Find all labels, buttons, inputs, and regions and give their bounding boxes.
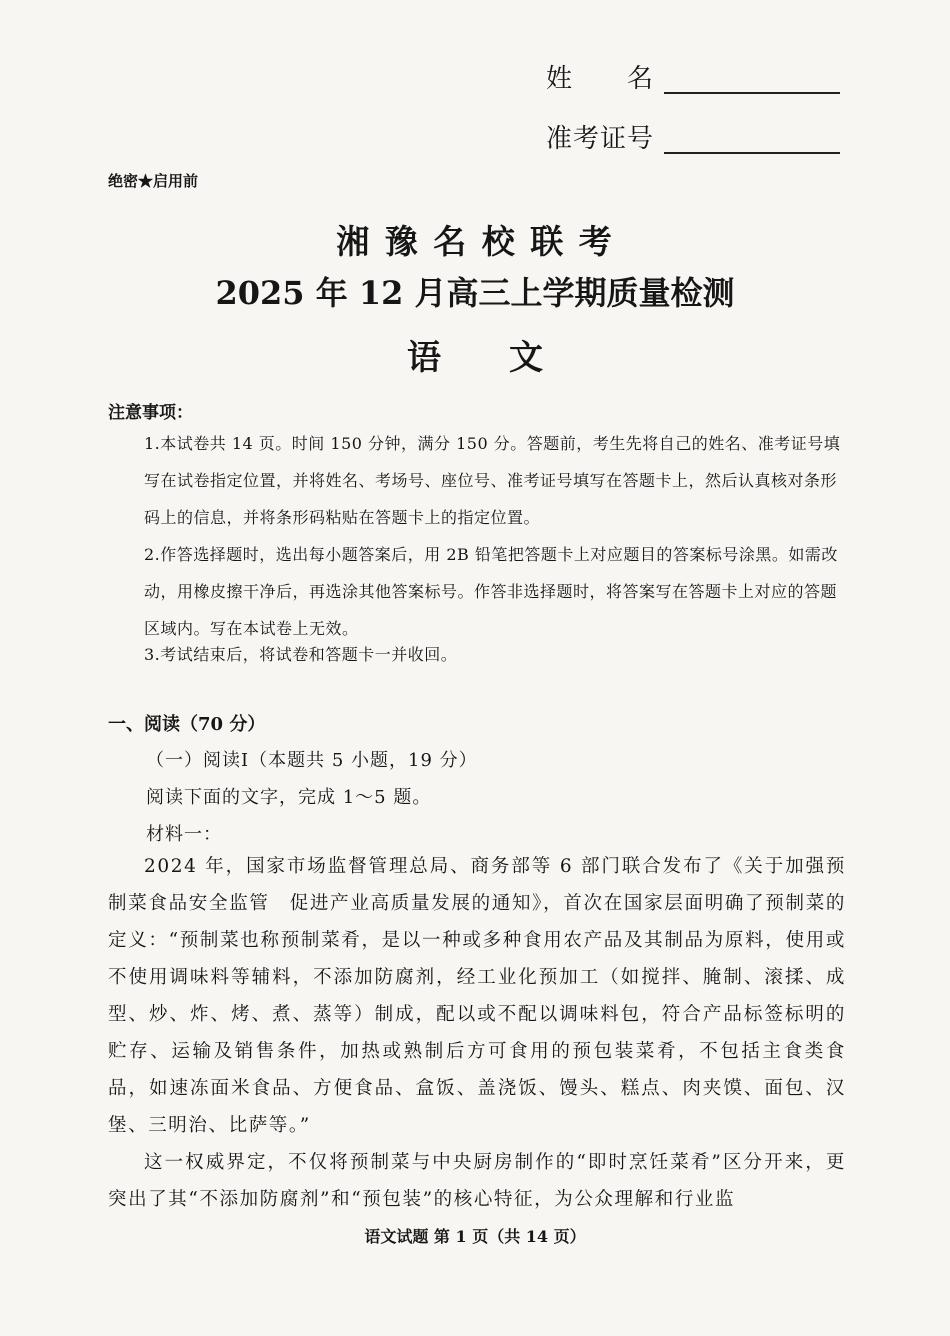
name-blank-line (664, 90, 840, 94)
notice-heading: 注意事项： (108, 403, 193, 423)
reading-instruction: 阅读下面的文字，完成 1～5 题。 (146, 787, 432, 808)
section-heading: 一、阅读（70 分） (108, 714, 266, 735)
subject-title: 语 文 (407, 338, 543, 378)
name-label: 姓 名 (546, 64, 655, 94)
secret-mark: 绝密★启用前 (108, 172, 199, 190)
id-blank-line (664, 150, 840, 154)
exam-union-title: 湘 豫 名 校 联 考 (336, 222, 614, 261)
notice-item-1: 1.本试卷共 14 页。时间 150 分钟，满分 150 分。答题前，考生先将自己的姓名、准考证号填写在试卷指定位置，并将姓名、考场号、座位号、准考证号填写在答题卡上，然后认真核对条形码上的信息，并将条形码粘贴在答题卡上的指定位置。 (144, 434, 841, 527)
notice-item-3: 3.考试结束后，将试卷和答题卡一并收回。 (144, 645, 458, 664)
exam-title: 2025 年 12 月高三上学期质量检测 (215, 274, 735, 312)
page-footer: 语文试题 第 1 页（共 14 页） (364, 1227, 586, 1246)
notice-item-2: 2.作答选择题时，选出每小题答案后，用 2B 铅笔把答题卡上对应题目的答案标号涂黑。如需改动，用橡皮擦干净后，再选涂其他答案标号。作答非选择题时，将答案写在答题卡上对应的答题区域内。写在本试卷上无效。 (144, 545, 838, 638)
sub-section-heading: （一）阅读Ⅰ（本题共 5 小题，19 分） (146, 750, 478, 771)
material-label: 材料一： (146, 824, 222, 845)
material-paragraph-1: 2024 年，国家市场监督管理总局、商务部等 6 部门联合发布了《关于加强预制菜食品安全监管 促进产业高质量发展的通知》，首次在国家层面明确了预制菜的定义：“预制菜也称预制菜肴，是以一种或多种食用农产品及其制品为原料，使用或不使用调味料等辅料，不添加防腐剂，经工业化预加工（如搅拌、腌制、滚揉、成型、炒、炸、烤、煮、蒸等）制成，配以或不配以调味料包，符合产品标签标明的贮存、运输及销售条件，加热或熟制后方可食用的预包装菜肴，不包括主食类食品，如速冻面米食品、方便食品、盒饭、盖浇饭、馒头、糕点、肉夹馍、面包、汉堡、三明治、比萨等。” (108, 856, 846, 1136)
id-label: 准考证号 (546, 124, 655, 154)
material-paragraph-2: 这一权威界定，不仅将预制菜与中央厨房制作的“即时烹饪菜肴”区分开来，更突出了其“不添加防腐剂”和“预包装”的核心特征，为公众理解和行业监 (108, 1152, 846, 1210)
